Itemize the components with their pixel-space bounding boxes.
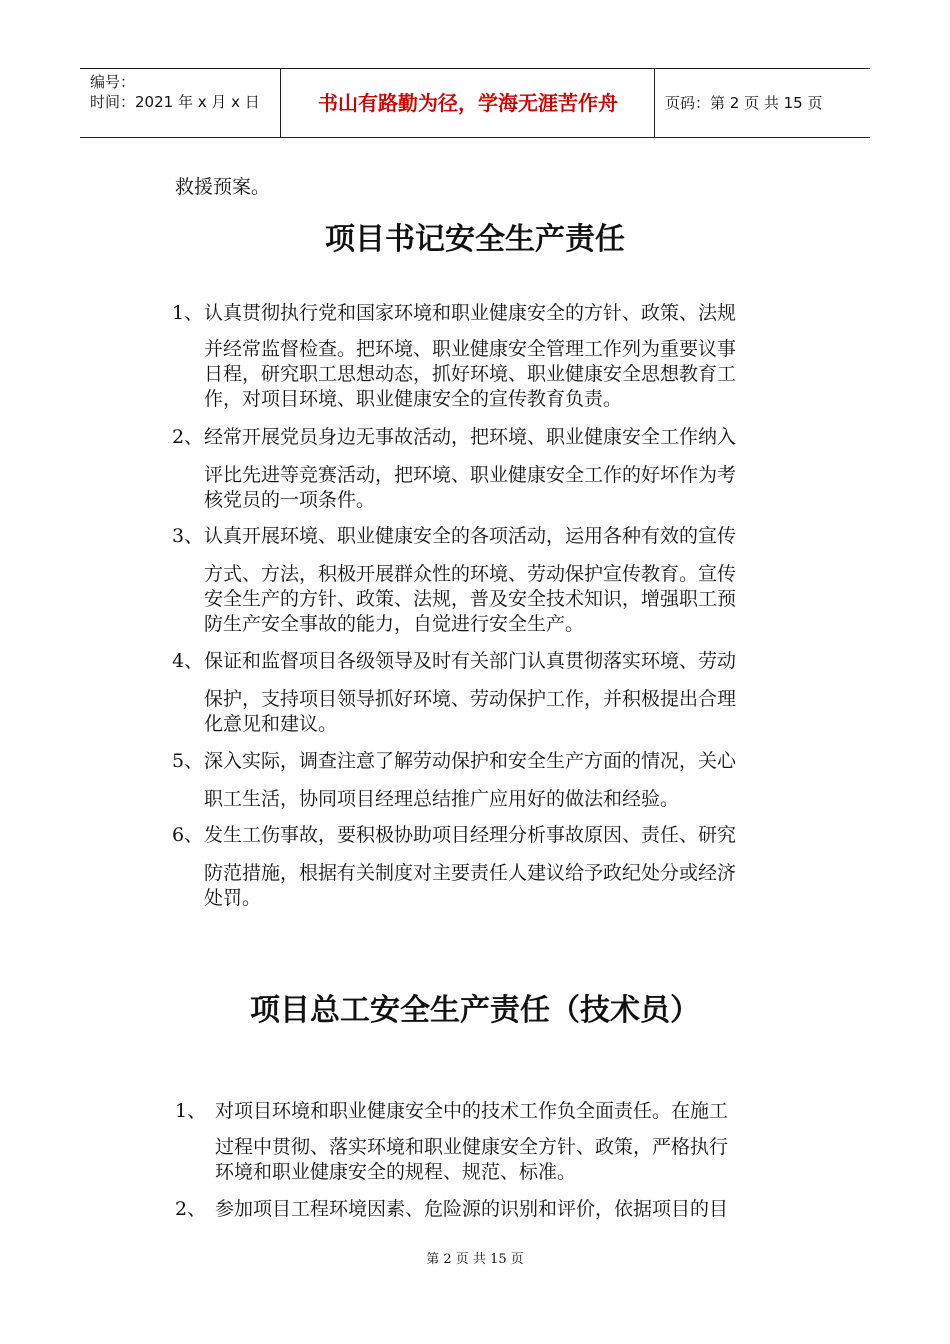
- item-number: 4、: [172, 650, 204, 672]
- item-number: 6、: [172, 824, 204, 846]
- header-meta: [80, 69, 280, 137]
- item-line: 深入实际，调查注意了解劳动保护和安全生产方面的情况，关心: [204, 750, 737, 772]
- item-line: 经常开展党员身边无事故活动，把环境、职业健康安全工作纳入: [204, 426, 737, 448]
- page-footer: 第 2 页 共 15 页: [426, 1252, 524, 1267]
- item-line: 认真贯彻执行党和国家环境和职业健康安全的方针、政策、法规: [204, 302, 737, 324]
- date-label: 时间：2021 年 x 月 x 日: [90, 93, 260, 111]
- item-line: 保证和监督项目各级领导及时有关部门认真贯彻落实环境、劳动: [204, 650, 737, 672]
- item-number: 1、: [172, 302, 204, 324]
- item-line: 安全生产的方针、政策、法规，普及安全技术知识，增强职工预: [204, 588, 737, 610]
- item-line: 保护，支持项目领导抓好环境、劳动保护工作，并积极提出合理: [204, 688, 737, 710]
- item-line: 处罚。: [204, 887, 262, 909]
- item-line: 化意见和建议。: [204, 713, 338, 735]
- item-line: 防生产安全事故的能力，自觉进行安全生产。: [204, 613, 585, 635]
- item-line: 环境和职业健康安全的规程、规范、标准。: [215, 1161, 577, 1183]
- item-line: 认真开展环境、职业健康安全的各项活动，运用各种有效的宣传: [204, 525, 737, 547]
- item-line: 作，对项目环境、职业健康安全的宣传教育负责。: [204, 388, 623, 410]
- header-page-code: 页码：第 2 页 共 15 页: [665, 94, 823, 112]
- item-line: 职工生活，协同项目经理总结推广应用好的做法和经验。: [204, 788, 680, 810]
- section2-title: 项目总工安全生产责任（技术员）: [250, 993, 700, 1028]
- header-motto: 书山有路勤为径，学海无涯苦作舟: [318, 91, 618, 115]
- item-number: 1、: [175, 1100, 207, 1122]
- header-divider: [654, 69, 655, 137]
- section1-title: 项目书记安全生产责任: [325, 222, 625, 257]
- item-line: 发生工伤事故，要积极协助项目经理分析事故原因、责任、研究: [204, 824, 737, 846]
- page-header: [80, 68, 870, 138]
- item-line: 对项目环境和职业健康安全中的技术工作负全面责任。在施工: [215, 1100, 729, 1122]
- item-line: 参加项目工程环境因素、危险源的识别和评价，依据项目的目: [215, 1198, 729, 1220]
- item-line: 方式、方法，积极开展群众性的环境、劳动保护宣传教育。宣传: [204, 563, 737, 585]
- item-number: 5、: [172, 750, 204, 772]
- number-label: 编号：: [90, 73, 136, 91]
- intro-tail-text: 救援预案。: [175, 176, 271, 198]
- item-line: 日程，研究职工思想动态，抓好环境、职业健康安全思想教育工: [204, 363, 737, 385]
- item-line: 并经常监督检查。把环境、职业健康安全管理工作列为重要议事: [204, 338, 737, 360]
- item-line: 过程中贯彻、落实环境和职业健康安全方针、政策，严格执行: [215, 1136, 729, 1158]
- item-number: 2、: [175, 1198, 207, 1220]
- item-line: 防范措施，根据有关制度对主要责任人建议给予政纪处分或经济: [204, 862, 737, 884]
- header-divider: [280, 69, 281, 137]
- item-number: 3、: [172, 525, 204, 547]
- item-line: 评比先进等竞赛活动，把环境、职业健康安全工作的好坏作为考: [204, 464, 737, 486]
- item-line: 核党员的一项条件。: [204, 489, 376, 511]
- item-number: 2、: [172, 426, 204, 448]
